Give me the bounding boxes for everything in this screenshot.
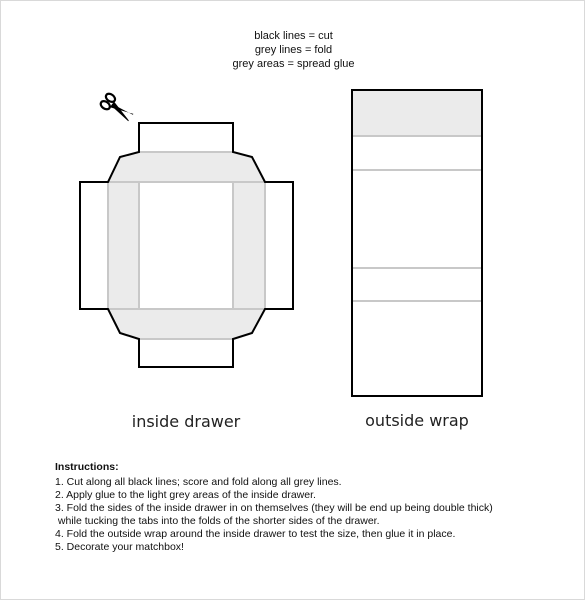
legend-cut: black lines = cut <box>254 30 333 42</box>
instructions-heading: Instructions: <box>55 461 119 473</box>
legend-glue: grey areas = spread glue <box>232 58 355 70</box>
instruction-step: 1. Cut along all black lines; score and fold along all grey lines. <box>55 476 342 488</box>
caption-outside-wrap: outside wrap <box>365 411 469 430</box>
legend-fold: grey lines = fold <box>254 44 333 56</box>
instruction-step: 3. Fold the sides of the inside drawer in on themselves (they will be end up being double thick) <box>55 502 493 514</box>
instructions-list <box>55 476 575 554</box>
instruction-step: 4. Fold the outside wrap around the inside drawer to test the size, then glue it in place. <box>55 528 456 540</box>
glue-areas <box>108 152 265 339</box>
scissors-icon <box>99 92 135 124</box>
instruction-step: while tucking the tabs into the folds of the shorter sides of the drawer. <box>55 515 380 527</box>
instructions <box>55 461 575 554</box>
inside-drawer-net <box>80 123 293 367</box>
instruction-step: 2. Apply glue to the light grey areas of the inside drawer. <box>55 489 316 501</box>
glue-area-top <box>108 152 265 182</box>
outside-wrap-net <box>352 90 482 396</box>
wrap-glue-area <box>352 90 482 136</box>
caption-inside-drawer: inside drawer <box>131 412 241 431</box>
instruction-step: 5. Decorate your matchbox! <box>55 541 184 553</box>
glue-strip-left <box>108 182 139 309</box>
glue-area-bottom <box>108 309 265 339</box>
glue-strip-right <box>233 182 265 309</box>
wrap-fold-lines <box>352 136 482 301</box>
